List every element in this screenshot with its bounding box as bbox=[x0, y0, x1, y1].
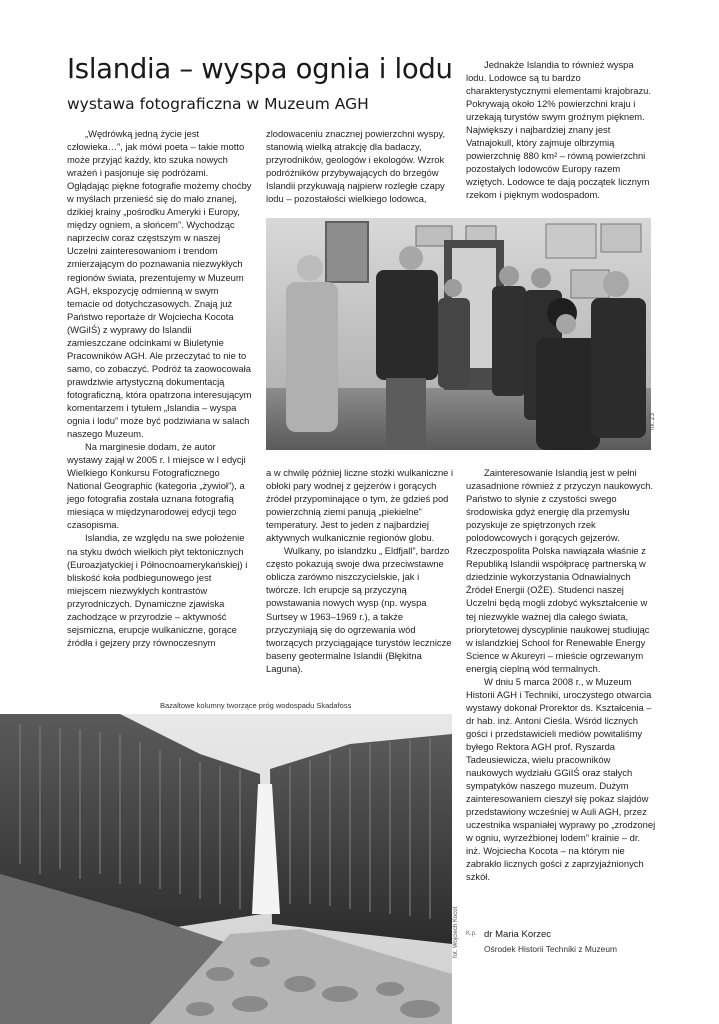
photo-credit: fot. Z3 bbox=[650, 412, 656, 430]
article-subtitle: wystawa fotograficzna w Muzeum AGH bbox=[67, 95, 369, 113]
paragraph: „Wędrówką jedną życie jest człowieka…”, jak mówi poeta – takie motto może przyjąć każdy, kto szuka nowych wrażeń i pasjonuje się podróżami. Oglądając piękne fotografie możemy choćby w myślach przenieść się do mało znanej, dzikiej krainy „pośrodku Ameryki i Europy, między ogniem, a słońcem”. Wychodząc naprzeciw coraz częstszym w naszej Uczelni zainteresowaniom i trendom zmierzającym do poznawania niezwykłych regionów świata, prezentujemy w Muzeum AGH, ekspozycję odmienną w swym temacie od dotychczasowych. Znają już Państwo reportaże dr Wojciecha Kocota (WGiIŚ) z wyprawy do Islandii zamieszczane odcinkami w Biuletynie Pracowników AGH. Ale przeczytać to nie to samo, co zobaczyć. Podróż ta zaowocowała prawdziwie artystyczną dokumentacją fotograficzną, która opatrzona interesującym komentarzem i tytułem „Islandia – wyspa ognia i lodu” może być podziwiana w salach naszego Muzeum. bbox=[67, 128, 252, 440]
text-column-3-bottom bbox=[466, 466, 656, 884]
paragraph: Jednakże Islandia to również wyspa lodu. Lodowce są tu bardzo charakterystycznymi elementami krajobrazu. Pokrywają około 12% powierzchni kraju i urzekają turystów swym groźnym pięknem. Największy i najbardziej znany jest Vatnajokull, który zajmuje olbrzymią powierzchnię 880 km² – równą powierzchni pozostałych lodowców Europy razem wziętych. Lodowce te dają początek licznym rzekom i pięknym wodospadom. bbox=[466, 59, 651, 201]
paragraph: Islandia, ze względu na swe położenie na styku dwóch wielkich płyt tektonicznych (Euroazjatyckiej i Północnoamerykańskiej) i bliskość koła podbiegunowego jest miejscem niezwykłych kontrastów przyrodniczych. Dynamiczne zjawiska zachodzące w przyrodzie – aktywność sejsmiczna, erupcje wulkaniczne, gorące źródła i gejzery przy równoczesnym bbox=[67, 532, 248, 648]
paragraph: Wulkany, po islandzku „ Eldfjall”, bardzo często pokazują swoje dwa przeciwstawne oblicza zarówno niszczycielskie, jak i twórcze. Ich erupcje są przyczyną powstawania nowych wysp (np. wyspa Surtsey w 1963–1969 r.), a także przyczyniają się do ogrzewania wód tworzących przyciągające turystów lecznicze baseny geotermalne Islandii (Błękitna Laguna). bbox=[266, 545, 452, 674]
author-name: dr Maria Korzec bbox=[484, 929, 552, 940]
paragraph: Zainteresowanie Islandią jest w pełni uzasadnione również z przyczyn naukowych. Państwo to słynie z czystości swego środowiska gdyż energię dla przemysłu pozyskuje ze spiętrzonych rzek polodowcowych i gorących gejzerów. Rzeczpospolita Polska nawiązała właśnie z Republiką Islandii współpracę partnerską w dziedzinie wykorzystania Odnawialnych Źródeł Energii (OŹE). Studenci naszej Uczelni będą mogli zdobyć wykształcenie w tej niezwykle ważnej dla całego świata, priorytetowej dyscyplinie naukowej studiując w islandzkiej School for Renewable Energy Science w Akureyri – mieście ogrzewanym energią cieplną wód termalnych. bbox=[466, 467, 654, 674]
paragraph: W dniu 5 marca 2008 r., w Muzeum Historii AGH i Techniki, uroczystego otwarcia wystawy dokonał Prorektor ds. Kształcenia – dr hab. inż. Antoni Cieśla. Wśród licznych gości i przedstawicieli mediów powitaliśmy byłego Rektora AGH prof. Ryszarda Tadeusiewicza, wielu pracowników naukowych wydziału GGiIŚ oraz stałych sympatyków naszego muzeum. Dużym zainteresowaniem cieszył się pokaz slajdów przedstawiony wcześniej w Auli AGH, przez uczestnika wspaniałej wyprawy po „zrodzonej w ogniu, wyrzeźbionej lodem” krainie – dr. inż. Wojciecha Kocota – na którym nie zabrakło licznych gości z zaprzyjaźnionych szkół. bbox=[466, 675, 656, 883]
text-column-2-bottom bbox=[266, 466, 456, 675]
paragraph: Na marginesie dodam, że autor wystawy zajął w 2005 r. I miejsce w I edycji Wielkiego Konkursu Fotograficznego National Geographic (kategoria „żywioł”), a jego fotografia została uznana fotografią miesiąca w międzynarodowej edycji tego czasopisma. bbox=[67, 441, 246, 531]
author-affiliation: Ośrodek Historii Techniki z Muzeum bbox=[484, 944, 617, 954]
text-column-1 bbox=[67, 127, 253, 649]
paragraph: zlodowaceniu znacznej powierzchni wyspy, stanowią wielką atrakcję dla badaczy, przyrodników, geologów i ekologów. Wzrok podróżników przybywających do brzegów Islandii przykuwają najpierw rozległe czapy lodu – pozostałości wielkiego lodowca, bbox=[266, 128, 446, 205]
author-mark: K.p. bbox=[466, 931, 477, 937]
paragraph: a w chwilę później liczne stożki wulkaniczne i obłoki pary wodnej z gejzerów i gorących źródeł przypominające o tym, że gdzieś pod powierzchnią ziemi panują „piekielne” temperatury. Jest to jeden z najbardziej aktywnych wulkanicznie regionów globu. bbox=[266, 467, 454, 544]
waterfall-photo bbox=[0, 714, 452, 1024]
text-column-2-top bbox=[266, 127, 456, 205]
exhibition-opening-photo bbox=[266, 218, 651, 450]
text-column-3-top bbox=[466, 58, 656, 202]
photo-credit: fot. Wojciech Kocot bbox=[453, 906, 459, 958]
article-title: Islandia – wyspa ognia i lodu bbox=[67, 53, 453, 85]
photo-caption: Bazaltowe kolumny tworzące próg wodospadu Skadafoss bbox=[160, 701, 352, 710]
